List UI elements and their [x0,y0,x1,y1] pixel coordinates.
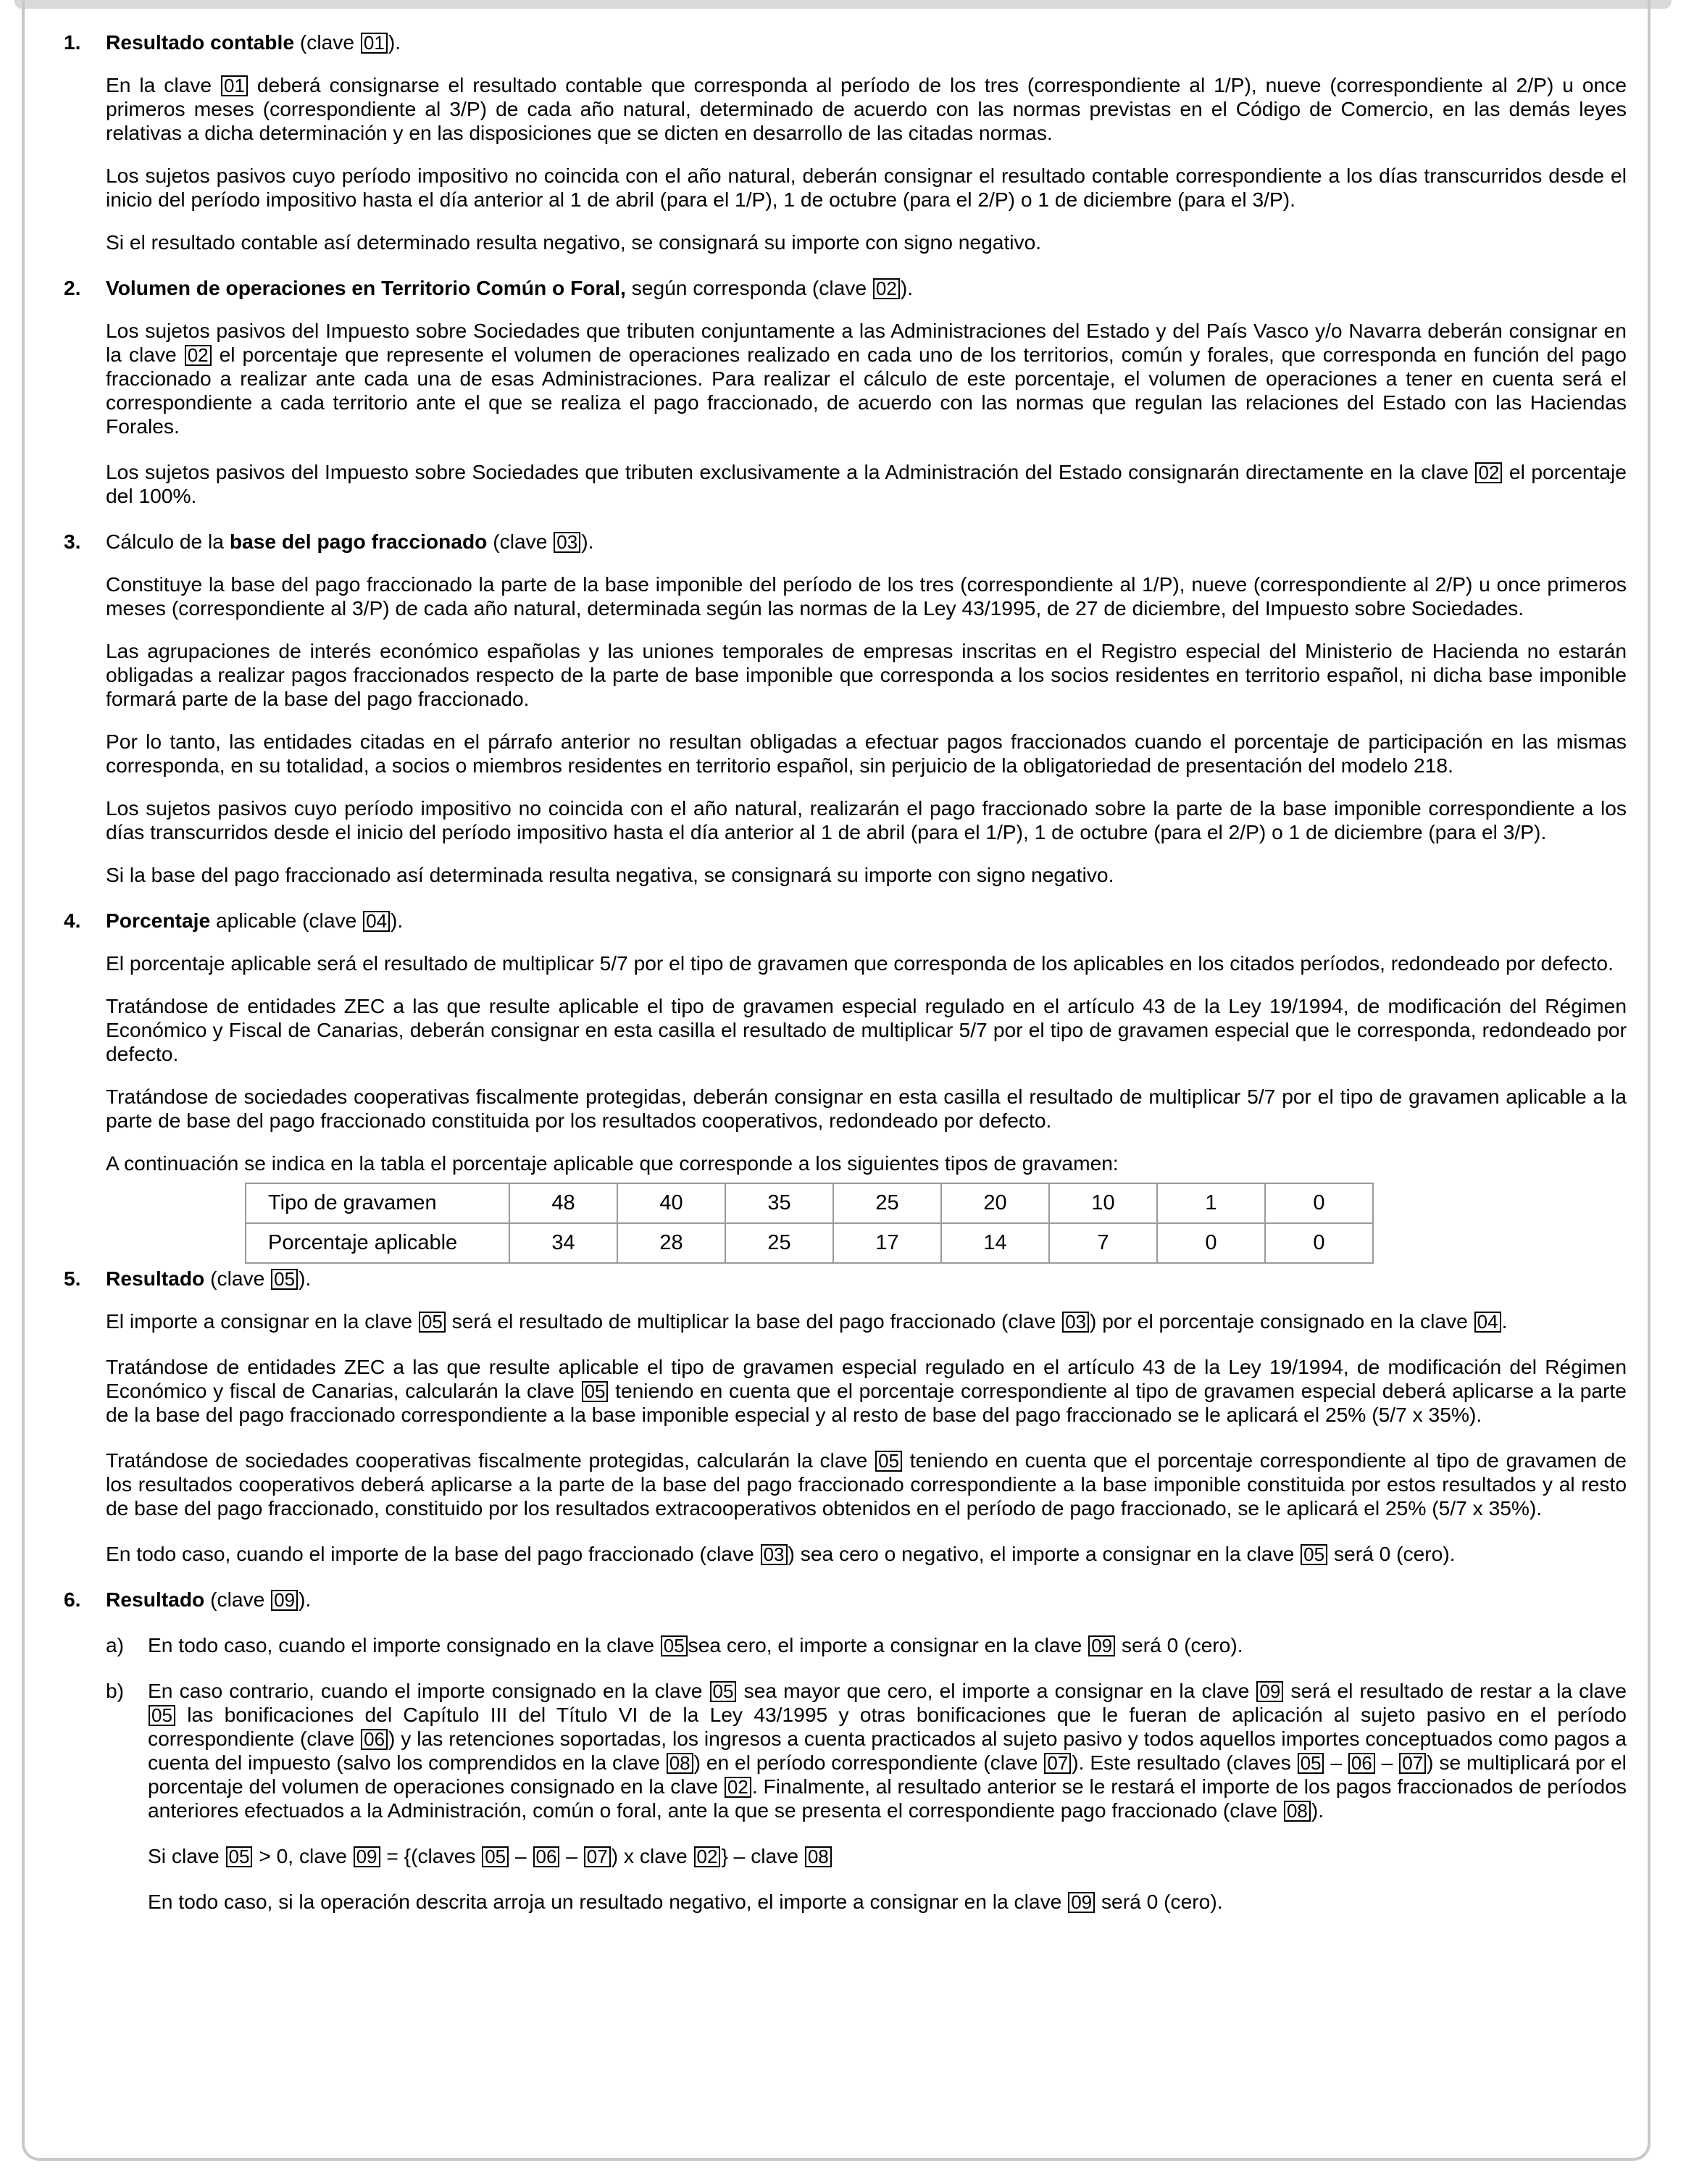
table-cell: 17 [833,1223,941,1263]
list-item-b [106,1679,1627,1914]
table-cell: 0 [1265,1183,1373,1223]
section-title: Volumen de operaciones en Territorio Común o Foral, [106,276,626,299]
clave-box: 03 [761,1544,788,1565]
section-title: base del pago fraccionado [229,530,488,553]
clave-box: 02 [185,345,212,366]
section-title: Resultado [106,1588,205,1611]
row-header: Porcentaje aplicable [246,1223,509,1263]
section-number: 6. [64,1588,81,1611]
paragraph: A continuación se indica en la tabla el porcentaje aplicable que corresponde a los siguientes tipos de gravamen: [106,1151,1119,1175]
table-cell: 35 [725,1183,833,1223]
section-2 [64,276,1627,508]
clave-box: 08 [1284,1801,1311,1822]
clave-box: 05 [661,1635,688,1656]
clave-box: 05 [419,1312,446,1333]
table-cell: 25 [833,1183,941,1223]
table-cell: 20 [941,1183,1049,1223]
table-row [246,1183,1373,1223]
section-1-heading [64,30,1627,54]
paragraph: Tratándose de sociedades cooperativas fiscalmente protegidas, deberán consignar en esta casilla el resultado de multiplicar 5/7 por el tipo de gravamen aplicable a la parte de base del pago fraccionado constituida por los resultados cooperativos, redondeado por defecto. [106,1085,1627,1132]
section-3 [64,530,1627,887]
clave-box: 06 [1348,1753,1375,1774]
section-title: Porcentaje [106,909,211,932]
clave-box: 05 [271,1269,298,1290]
clave-box: 05 [710,1681,737,1702]
clave-box: 02 [1475,462,1502,483]
paragraph: Si el resultado contable así determinado resulta negativo, se consignará su importe con signo negativo. [106,230,1042,254]
paragraph: En todo caso, si la operación descrita arroja un resultado negativo, el importe a consignar en la clave 09 será 0 (cero). [148,1890,1223,1913]
section-2-heading: 2. Volumen de operaciones en Territorio Común o Foral, según corresponda (clave 02 ). [64,276,914,299]
formula: Si clave 05 > 0, clave 09 = {(claves 05 – 06 – 07 ) x clave 02 } – clave 08 [148,1844,1627,1868]
clave-box: 02 [725,1777,751,1798]
paragraph: Tratándose de sociedades cooperativas fiscalmente protegidas, calcularán la clave 05 teniendo en cuenta que el porcentaje correspondiente al tipo de gravamen de los resultados cooperativos deberá aplicarse a la parte de la base del pago fraccionado correspondiente a la base imponible constituida por estos resultados y al resto de base del pago fraccionado, constituido por los resultados extracooperativos obtenidos en el período de pago fraccionado, se le aplicará el 25% (5/7 x 35%). [106,1449,1627,1520]
clave-box: 04 [363,911,390,932]
clave-box: 08 [805,1846,832,1867]
paragraph: Los sujetos pasivos cuyo período impositivo no coincida con el año natural, realizarán el pago fraccionado sobre la parte de la base imponible correspondiente a los días transcurridos desde el inicio del período impositivo hasta el día anterior al 1 de abril (para el 1/P), 1 de octubre (para el 2/P) o 1 de diciembre (para el 3/P). [106,796,1627,843]
clave-box: 03 [1062,1312,1089,1333]
table-cell: 10 [1049,1183,1157,1223]
clave-box: 09 [1068,1892,1095,1913]
section-number: 2. [64,276,81,299]
list-item-a [106,1633,1627,1657]
clave-box: 02 [694,1846,721,1867]
table-cell: 1 [1157,1183,1265,1223]
paragraph: El porcentaje aplicable será el resultado de multiplicar 5/7 por el tipo de gravamen que corresponda de los aplicables en los citados períodos, redondeado por defecto. [106,951,1614,975]
clave-box: 01 [221,75,248,96]
paragraph: Si la base del pago fraccionado así determinada resulta negativa, se consignará su importe con signo negativo. [106,863,1114,886]
clave-box: 08 [667,1753,693,1774]
list-marker: b) [106,1679,125,1702]
paragraph: El importe a consignar en la clave 05 será el resultado de multiplicar la base del pago fraccionado (clave 03 ) por el porcentaje consignado en la clave 04 . [106,1309,1508,1333]
clave-box: 09 [1088,1635,1115,1656]
clave-box: 03 [554,532,580,553]
table-cell: 40 [617,1183,725,1223]
section-title: Resultado contable [106,30,294,54]
clave-box: 09 [354,1846,380,1867]
paragraph: Por lo tanto, las entidades citadas en el párrafo anterior no resultan obligadas a efectuar pagos fraccionados cuando el porcentaje de participación en las mismas corresponda, en su totalidad, a socios o miembros residentes en territorio español, sin perjuicio de la obligatoriedad de presentación del modelo 218. [106,730,1627,777]
paragraph: En caso contrario, cuando el importe consignado en la clave 05 sea mayor que cero, el importe a consignar en la clave 09 será el resultado de restar a la clave 05 las bonificaciones del Capítulo III del Título VI de la Ley 43/1995 y otras bonificaciones que le fueran de aplicación al sujeto pasivo en el período correspondiente (clave 06 ) y las retenciones soportadas, los ingresos a cuenta practicados al sujeto pasivo y todos aquellos importes conceptuados como pagos a cuenta del impuesto (salvo los comprendidos en la clave 08 ) en el período correspondiente (clave 07 ). Este resultado (claves 05 – 06 – 07 ) se multiplicará por el porcentaje del volumen de operaciones consignado en la clave 02 . Finalmente, al resultado anterior se le restará el importe de los pagos fraccionados de períodos anteriores efectuados a la Administración, común o foral, ante la que se presenta el correspondiente pago fraccionado (clave 08 ). [148,1679,1627,1822]
clave-box: 02 [873,278,900,299]
table-cell: 25 [725,1223,833,1263]
clave-box: 01 [361,33,388,54]
clave-box: 05 [875,1451,902,1472]
paragraph: En todo caso, cuando el importe consignado en la clave 05 sea cero, el importe a consignar en la clave 09 será 0 (cero). [148,1633,1243,1656]
clave-box: 05 [482,1846,509,1867]
table-cell: 34 [509,1223,617,1263]
paragraph: Los sujetos pasivos cuyo período impositivo no coincida con el año natural, deberán consignar el resultado contable correspondiente a los días transcurridos desde el inicio del período impositivo hasta el día anterior al 1 de abril (para el 1/P), 1 de octubre (para el 2/P) o 1 de diciembre (para el 3/P). [106,164,1627,211]
clave-box: 05 [149,1705,175,1726]
clave-word: (clave [299,30,355,54]
section-number: 4. [64,909,81,932]
table-cell: 0 [1265,1223,1373,1263]
paragraph: Tratándose de entidades ZEC a las que resulte aplicable el tipo de gravamen especial regulado en el artículo 43 de la Ley 19/1994, de modificación del Régimen Económico y fiscal de Canarias, calcularán la clave 05 teniendo en cuenta que el porcentaje correspondiente al tipo de gravamen especial deberá aplicarse a la parte de la base del pago fraccionado correspondiente a la base imponible especial y al resto de base del pago fraccionado se le aplicará el 25% (5/7 x 35%). [106,1355,1627,1426]
section-number: 1. [64,30,81,54]
clave-box: 09 [271,1590,298,1611]
paragraph: Constituye la base del pago fraccionado la parte de la base imponible del período de los tres (correspondiente al 1/P), nueve (correspondiente al 2/P) u once primeros meses (correspondiente al 3/P) de cada año natural, determinada según las normas de la Ley 43/1995, de 27 de diciembre, del Impuesto sobre Sociedades. [106,572,1627,620]
paragraph: Los sujetos pasivos del Impuesto sobre Sociedades que tributen exclusivamente a la Administración del Estado consignarán directamente en la clave 02 el porcentaje del 100%. [106,460,1627,507]
paragraph: Las agrupaciones de interés económico españolas y las uniones temporales de empresas inscritas en el Registro especial del Ministerio de Hacienda no estarán obligadas a realizar pagos fraccionados respecto de la parte de base imponible que corresponda a los socios residentes en territorio español, ni dicha base imponible formará parte de la base del pago fraccionado. [106,639,1627,710]
table-cell: 48 [509,1183,617,1223]
document-body [64,30,1627,1914]
section-title: Resultado [106,1267,205,1290]
clave-box: 09 [1256,1681,1283,1702]
section-number: 5. [64,1267,81,1290]
clave-box: 07 [584,1846,611,1867]
clave-box: 07 [1399,1753,1426,1774]
section-4 [64,909,1627,1264]
section-4-heading: 4. Porcentaje aplicable (clave 04 ). [64,909,404,932]
gravamen-table [245,1183,1374,1264]
table-cell: 7 [1049,1223,1157,1263]
paragraph: Los sujetos pasivos del Impuesto sobre Sociedades que tributen conjuntamente a las Administraciones del Estado y del País Vasco y/o Navarra deberán consignar en la clave 02 el porcentaje que represente el volumen de operaciones realizado en cada uno de los territorios, común y forales, que corresponda en función del pago fraccionado a realizar ante cada una de esas Administraciones. Para realizar el cálculo de este porcentaje, el volumen de operaciones a tener en cuenta será el correspondiente a cada territorio ante el que se realiza el pago fraccionado, de acuerdo con las normas que regulan las relaciones del Estado con las Haciendas Forales. [106,319,1627,438]
table-cell: 0 [1157,1223,1265,1263]
section-3-heading: 3. Cálculo de la base del pago fraccionado (clave 03 ). [64,530,594,553]
clave-box: 05 [1298,1753,1324,1774]
paragraph: Tratándose de entidades ZEC a las que resulte aplicable el tipo de gravamen especial regulado en el artículo 43 de la Ley 19/1994, de modificación del Régimen Económico y Fiscal de Canarias, deberán consignar en esta casilla el resultado de multiplicar 5/7 por el tipo de gravamen especial que le corresponda, redondeado por defecto. [106,994,1627,1065]
heading-close: ). [388,30,401,54]
clave-box: 05 [582,1381,609,1402]
section-6 [64,1588,1627,1914]
section-1 [64,30,1627,254]
clave-box: 07 [1044,1753,1071,1774]
clave-box: 05 [226,1846,253,1867]
clave-box: 06 [533,1846,560,1867]
section-5 [64,1267,1627,1566]
section-6-heading: 6. Resultado (clave 09 ). [64,1588,312,1611]
list-marker: a) [106,1633,125,1656]
row-header: Tipo de gravamen [246,1183,509,1223]
table-cell: 28 [617,1223,725,1263]
clave-box: 04 [1474,1312,1501,1333]
table-row [246,1223,1373,1263]
paragraph: En todo caso, cuando el importe de la base del pago fraccionado (clave 03 ) sea cero o negativo, el importe a consignar en la clave 05 será 0 (cero). [106,1542,1456,1565]
clave-box: 06 [361,1729,388,1750]
clave-box: 05 [1301,1544,1327,1565]
section-5-heading: 5. Resultado (clave 05 ). [64,1267,312,1290]
paragraph: En la clave 01 deberá consignarse el resultado contable que corresponda al período de los tres (correspondiente al 1/P), nueve (correspondiente al 2/P) u once primeros meses (correspondiente al 3/P) de cada año natural, determinado de acuerdo con las normas previstas en el Código de Comercio, en las demás leyes relativas a dicha determinación y en las disposiciones que se dicten en desarrollo de las citadas normas. [106,73,1627,144]
section-number: 3. [64,530,81,553]
table-cell: 14 [941,1223,1049,1263]
